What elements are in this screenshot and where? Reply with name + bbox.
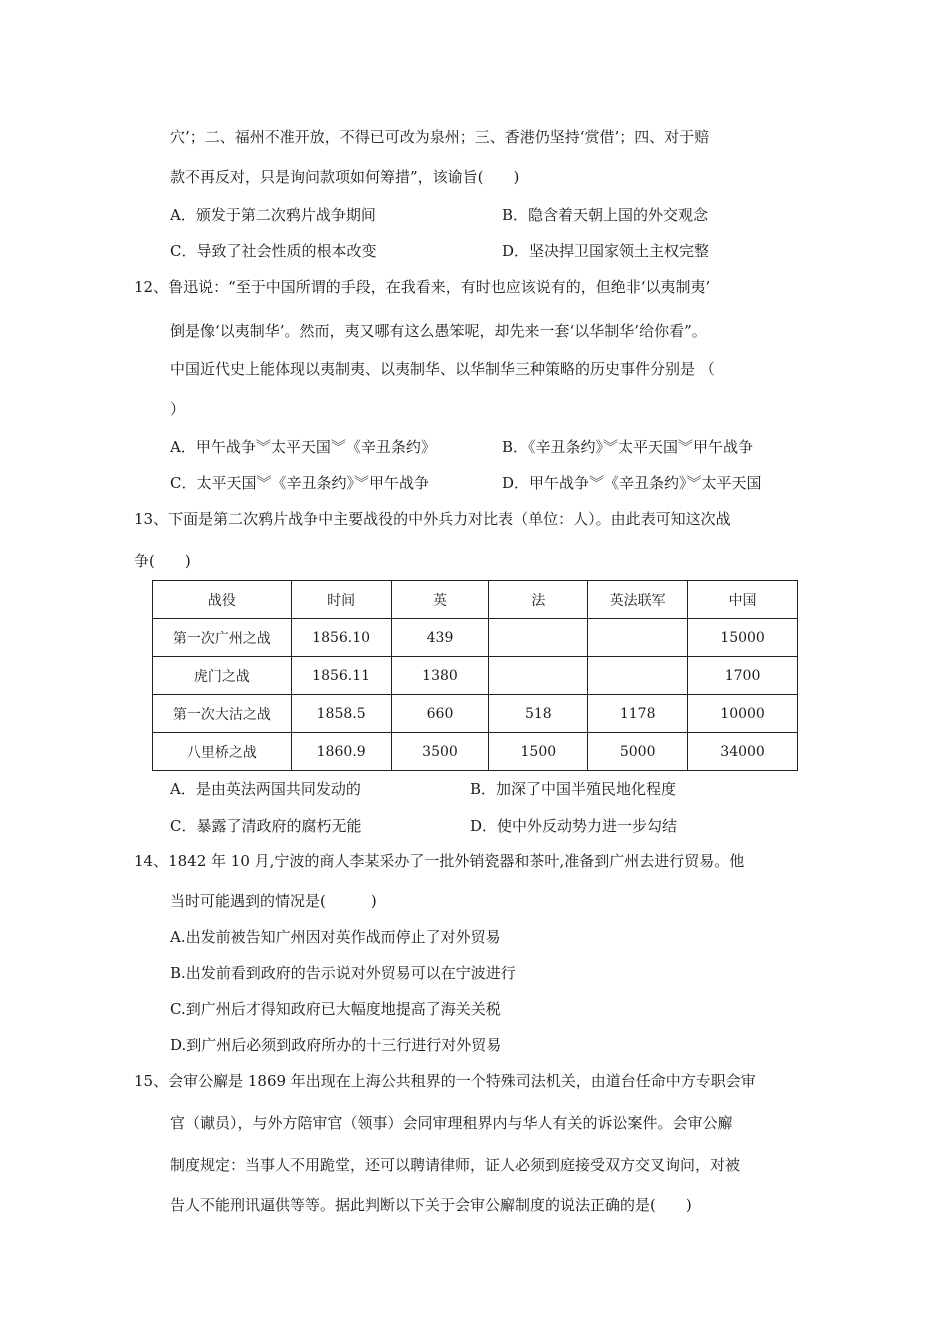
table-cell: 1860.9 [291,733,391,771]
q12-line4: ） [170,400,186,418]
table-cell: 八里桥之战 [153,733,292,771]
table-cell: 1700 [688,657,798,695]
q14-option-c: C.到广州后才得知政府已大幅度地提高了海关关税 [170,1000,501,1018]
table-cell: 1380 [391,657,489,695]
table-cell: 518 [489,695,588,733]
table-cell [489,619,588,657]
table-cell: 10000 [688,695,798,733]
q15-line2: 官（谳员），与外方陪审官（领事）会同审理租界内与华人有关的诉讼案件。会审公廨 [170,1114,733,1132]
q12-line2: 倒是像‘以夷制华’。然而，夷又哪有这么愚笨呢，却先来一套‘以华制华’给你看”。 [170,322,707,340]
table-cell: 1178 [588,695,688,733]
table-cell [588,657,688,695]
q11-line1: 穴’；二、福州不准开放，不得已可改为泉州；三、香港仍坚持‘赏借’；四、对于赔 [170,128,710,146]
battle-forces-table [152,580,798,771]
q12-line1: 12、鲁迅说：“至于中国所谓的手段，在我看来，有时也应该说有的，但绝非‘以夷制夷’ [134,278,711,296]
q13-option-d: D．使中外反动势力进一步勾结 [470,817,678,835]
table-header-row [153,581,798,619]
q15-line3: 制度规定：当事人不用跪堂，还可以聘请律师，证人必须到庭接受双方交叉询问，对被 [170,1156,741,1174]
header-allied-forces: 英法联军 [588,581,688,619]
q11-option-b: B．隐含着天朝上国的外交观念 [502,206,709,224]
table-cell: 第一次广州之战 [153,619,292,657]
q14-option-a: A.出发前被告知广州因对英作战而停止了对外贸易 [170,928,501,946]
q15-line4: 告人不能刑讯逼供等等。据此判断以下关于会审公廨制度的说法正确的是( ) [170,1196,692,1214]
table-cell [489,657,588,695]
q12-option-a: A．甲午战争︾太平天国︾《辛丑条约》 [170,438,436,456]
table-row [153,619,798,657]
table-cell: 虎门之战 [153,657,292,695]
q14-line1: 14、1842 年 10 月,宁波的商人李某采办了一批外销瓷器和茶叶,准备到广州去进行贸易。他 [134,852,745,870]
q11-line2: 款不再反对，只是询问款项如何筹措”，该谕旨( ) [170,168,520,186]
table-cell [588,619,688,657]
q12-option-c: C．太平天国︾《辛丑条约》︾甲午战争 [170,474,429,492]
q12-option-b: B．《辛丑条约》︾太平天国︾甲午战争 [502,438,754,456]
table-cell: 3500 [391,733,489,771]
header-china: 中国 [688,581,798,619]
table-cell: 439 [391,619,489,657]
table-cell: 1856.10 [291,619,391,657]
table-cell: 15000 [688,619,798,657]
table-row [153,733,798,771]
q13-option-b: B．加深了中国半殖民地化程度 [470,780,677,798]
header-france: 法 [489,581,588,619]
q14-option-b: B.出发前看到政府的告示说对外贸易可以在宁波进行 [170,964,516,982]
q11-option-a: A．颁发于第二次鸦片战争期间 [170,206,376,224]
table-cell: 1858.5 [291,695,391,733]
q11-option-c: C．导致了社会性质的根本改变 [170,242,377,260]
q13-option-a: A．是由英法两国共同发动的 [170,780,361,798]
q14-line2: 当时可能遇到的情况是( ) [170,892,377,910]
table-cell: 34000 [688,733,798,771]
q13-option-c: C．暴露了清政府的腐朽无能 [170,817,362,835]
q13-line2: 争( ) [134,552,191,570]
table-row [153,695,798,733]
q15-line1: 15、会审公廨是 1869 年出现在上海公共租界的一个特殊司法机关，由道台任命中方专职会审 [134,1072,756,1090]
table-cell: 660 [391,695,489,733]
table-cell: 第一次大沽之战 [153,695,292,733]
table-row [153,657,798,695]
q12-line3: 中国近代史上能体现以夷制夷、以夷制华、以华制华三种策略的历史事件分别是 （ [170,360,715,378]
header-time: 时间 [291,581,391,619]
table-cell: 5000 [588,733,688,771]
header-britain: 英 [391,581,489,619]
q13-line1: 13、下面是第二次鸦片战争中主要战役的中外兵力对比表（单位：人）。由此表可知这次战 [134,510,731,528]
table-cell: 1500 [489,733,588,771]
table-cell: 1856.11 [291,657,391,695]
q11-option-d: D．坚决捍卫国家领土主权完整 [502,242,710,260]
header-battle: 战役 [153,581,292,619]
q12-option-d: D．甲午战争︾《辛丑条约》︾太平天国 [502,474,762,492]
q14-option-d: D.到广州后必须到政府所办的十三行进行对外贸易 [170,1036,502,1054]
